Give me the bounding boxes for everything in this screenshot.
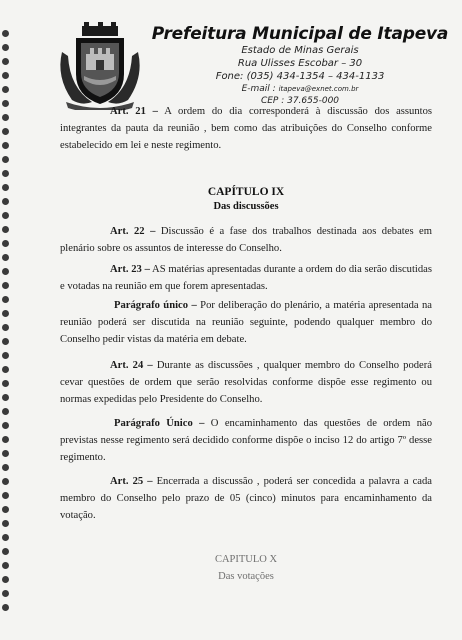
chapter-10-title: CAPITULO X (214, 554, 278, 565)
paragraph-unico-1-label: Parágrafo único – (114, 300, 197, 311)
article-21-text: A ordem do dia corresponderá à discussão dos assuntos integrantes da pauta da reunião , bem como das atribuições do Conselho conforme estabelecido em lei e neste regimento. (60, 106, 433, 151)
letterhead-email-line (150, 83, 450, 95)
chapter-9-title: CAPÍTULO IX (207, 186, 285, 198)
article-22 (60, 224, 432, 258)
paragraph-unico-2-label: Parágrafo Único – (114, 418, 205, 429)
paragraph-unico-2 (60, 416, 432, 466)
chapter-10-subtitle: Das votações (218, 571, 274, 582)
letterhead-address: Rua Ulisses Escobar – 30 (237, 58, 363, 69)
article-25 (60, 474, 432, 524)
letterhead-cep: CEP : 37.655-000 (260, 96, 340, 106)
paragraph-unico-1-text: Por deliberação do plenário, a matéria apresentada na reunião poderá ser discutida na reunião seguinte, podendo qualquer membro do Conselho pedir vistas da matéria em debate. (60, 300, 432, 345)
chapter-9-subtitle: Das discussões (213, 201, 279, 212)
letterhead-email-label: E-mail : (241, 84, 276, 94)
article-24-label: Art. 24 – (110, 360, 153, 371)
article-25-label: Art. 25 – (110, 476, 153, 487)
article-22-text: Discussão é a fase dos trabalhos destinada aos debates em plenário sobre os assuntos de interesse do Conselho. (60, 226, 433, 254)
letterhead-title: Prefeitura Municipal de Itapeva (151, 24, 449, 44)
chapter-9-heading (60, 186, 432, 212)
paragraph-unico-2-text: O encaminhamento das questões de ordem não previstas nesse regimento será decidido conforme dispõe o inciso 12 do artigo 7º desse regimento. (60, 418, 432, 463)
letterhead-phone: Fone: (035) 434-1354 – 434-1133 (215, 71, 385, 82)
article-24-text: Durante as discussões , qualquer membro do Conselho poderá cevar questões de ordem que serão resolvidas conforme dispõe esse regimento ou normas expedidas pelo Presidente do Conselho. (60, 360, 432, 405)
article-24 (60, 358, 432, 408)
paragraph-unico-1 (60, 298, 432, 348)
article-23-text: AS matérias apresentadas durante a ordem do dia serão discutidas e votadas na reunião em que forem apresentadas. (60, 264, 432, 292)
article-23-label: Art. 23 – (110, 264, 150, 275)
letterhead (150, 24, 450, 107)
binding-holes (0, 0, 16, 640)
letterhead-email: itapeva@exnet.com.br (278, 85, 359, 93)
article-22-label: Art. 22 – (110, 226, 156, 237)
article-21-label: Art. 21 – (110, 106, 158, 117)
chapter-10-heading (60, 554, 432, 582)
coat-of-arms-icon (52, 22, 148, 110)
article-23 (60, 262, 432, 296)
article-21 (60, 104, 432, 154)
letterhead-state: Estado de Minas Gerais (241, 45, 359, 56)
article-25-text: Encerrada a discussão , poderá ser concedida a palavra a cada membro do Conselho pelo prazo de 05 (cinco) minutos para encaminhamento da votação. (60, 476, 432, 521)
